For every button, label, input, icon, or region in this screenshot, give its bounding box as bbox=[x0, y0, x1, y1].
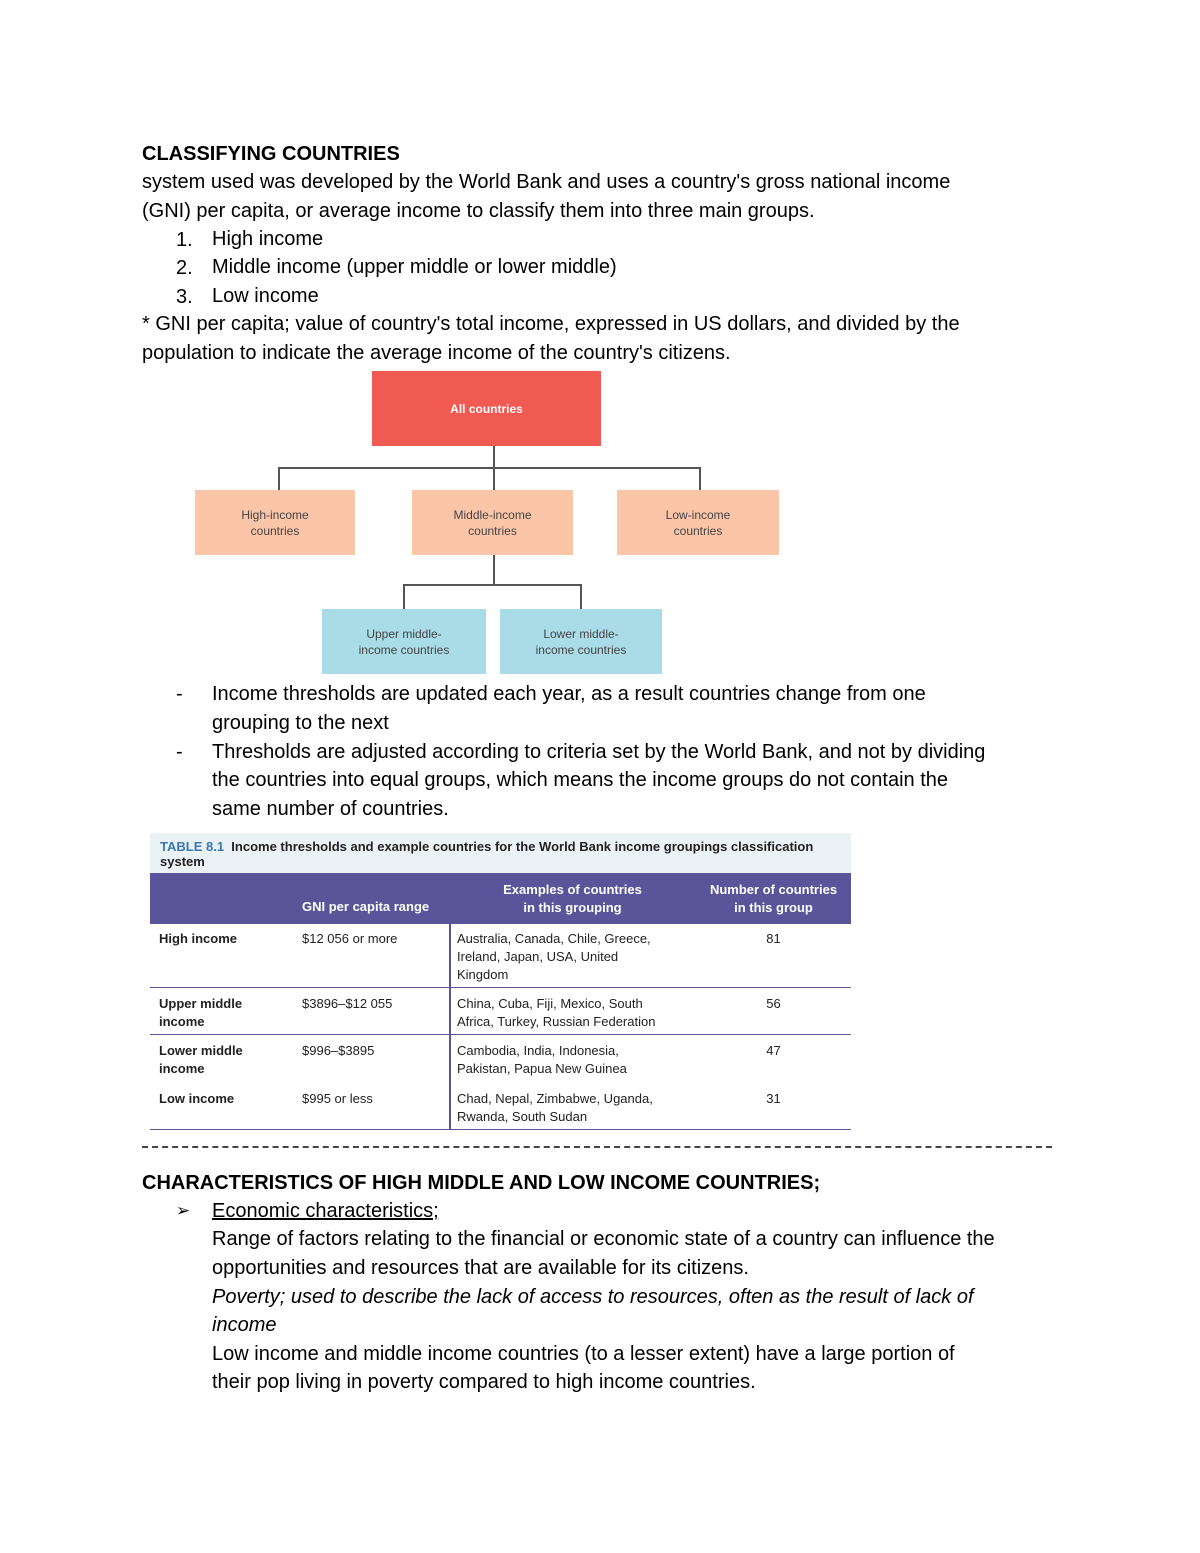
bullet-text: grouping to the next bbox=[212, 712, 389, 734]
paragraph-line: opportunities and resources that are available for its citizens. bbox=[212, 1257, 749, 1279]
cell-gni: $996–$3895 bbox=[302, 1043, 375, 1058]
paragraph-line: their pop living in poverty compared to high income countries. bbox=[212, 1371, 756, 1393]
cell-examples: China, Cuba, Fiji, Mexico, South bbox=[457, 996, 643, 1011]
cell-count: 47 bbox=[766, 1043, 781, 1058]
header-examples: Examples of countries bbox=[503, 882, 642, 897]
connector bbox=[580, 584, 582, 609]
table-row bbox=[150, 1035, 851, 1083]
all-countries-box: All countries bbox=[372, 371, 601, 446]
section-heading: CLASSIFYING COUNTRIES bbox=[142, 143, 400, 165]
header-number: Number of countries bbox=[709, 882, 838, 897]
note-line: population to indicate the average income of the country's citizens. bbox=[142, 342, 731, 364]
cell-gni: $3896–$12 055 bbox=[302, 996, 393, 1011]
low-income-box: Low-income countries bbox=[617, 490, 779, 555]
cell-examples: Africa, Turkey, Russian Federation bbox=[457, 1014, 656, 1029]
cell-group: Upper middle bbox=[159, 996, 243, 1011]
connector bbox=[699, 467, 701, 490]
note-line: * GNI per capita; value of country's total income, expressed in US dollars, and divided by the bbox=[142, 313, 960, 335]
column-divider bbox=[449, 988, 451, 1034]
table-tag: TABLE 8.1 bbox=[160, 839, 225, 854]
table-row bbox=[150, 924, 851, 988]
bullet-text: Income thresholds are updated each year, as a result countries change from one bbox=[212, 683, 926, 705]
cell-examples: Australia, Canada, Chile, Greece, bbox=[457, 931, 651, 946]
column-divider bbox=[449, 1035, 451, 1083]
table-row bbox=[150, 988, 851, 1035]
cell-group: High income bbox=[159, 931, 238, 946]
header-gni: GNI per capita range bbox=[302, 899, 430, 914]
bullet-text: Thresholds are adjusted according to criteria set by the World Bank, and not by dividing bbox=[212, 741, 986, 763]
cell-group: Low income bbox=[159, 1091, 235, 1106]
list-item: Middle income (upper middle or lower middle) bbox=[212, 256, 617, 278]
connector bbox=[278, 467, 280, 490]
cell-group: income bbox=[159, 1061, 205, 1076]
cell-examples: Cambodia, India, Indonesia, bbox=[457, 1043, 619, 1058]
upper-middle-income-box: Upper middle-income countries bbox=[322, 609, 486, 674]
lower-middle-income-box: Lower middle-income countries bbox=[500, 609, 662, 674]
definition-line: Poverty; used to describe the lack of access to resources, often as the result of lack of bbox=[212, 1286, 974, 1308]
subheading: Economic characteristics; bbox=[212, 1200, 439, 1222]
cell-gni: $12 056 or more bbox=[302, 931, 398, 946]
list-item: Low income bbox=[212, 285, 319, 307]
table-row bbox=[150, 1083, 851, 1130]
cell-count: 31 bbox=[766, 1091, 781, 1106]
bullet-marker: - bbox=[176, 683, 183, 705]
cell-examples: Kingdom bbox=[457, 967, 509, 982]
middle-income-box: Middle-income countries bbox=[412, 490, 573, 555]
table-header bbox=[150, 873, 851, 924]
list-number: 1. bbox=[176, 229, 193, 251]
intro-line: (GNI) per capita, or average income to classify them into three main groups. bbox=[142, 200, 815, 222]
header-number: in this group bbox=[734, 900, 813, 915]
header-examples: in this grouping bbox=[523, 900, 622, 915]
income-threshold-table bbox=[150, 833, 851, 1130]
paragraph-line: Low income and middle income countries (to a lesser extent) have a large portion of bbox=[212, 1343, 955, 1365]
cell-examples: Rwanda, South Sudan bbox=[457, 1109, 588, 1124]
table-title bbox=[150, 833, 851, 873]
cell-examples: Ireland, Japan, USA, United bbox=[457, 949, 619, 964]
cell-group: income bbox=[159, 1014, 205, 1029]
cell-group: Lower middle bbox=[159, 1043, 243, 1058]
bullet-text: same number of countries. bbox=[212, 798, 449, 820]
connector bbox=[403, 584, 405, 609]
list-number: 2. bbox=[176, 257, 193, 279]
cell-gni: $995 or less bbox=[302, 1091, 373, 1106]
paragraph-line: Range of factors relating to the financial or economic state of a country can influence the bbox=[212, 1228, 995, 1250]
bullet-marker: - bbox=[176, 741, 183, 763]
connector bbox=[403, 584, 581, 586]
table-caption: Income thresholds and example countries for the World Bank income groupings classification bbox=[231, 839, 814, 854]
column-divider bbox=[449, 924, 451, 987]
cell-count: 81 bbox=[766, 931, 781, 946]
connector bbox=[493, 555, 495, 584]
definition-line: income bbox=[212, 1314, 277, 1336]
arrow-bullet-icon: ➢ bbox=[176, 1201, 191, 1220]
column-divider bbox=[449, 1083, 451, 1129]
high-income-box: High-income countries bbox=[195, 490, 355, 555]
list-item: High income bbox=[212, 228, 324, 250]
connector bbox=[278, 467, 700, 469]
list-number: 3. bbox=[176, 286, 193, 308]
table-caption: system bbox=[160, 854, 205, 869]
cell-examples: Pakistan, Papua New Guinea bbox=[457, 1061, 627, 1076]
intro-line: system used was developed by the World Bank and uses a country's gross national income bbox=[142, 171, 951, 193]
section-divider bbox=[142, 1146, 1052, 1148]
cell-count: 56 bbox=[766, 996, 781, 1011]
cell-examples: Chad, Nepal, Zimbabwe, Uganda, bbox=[457, 1091, 653, 1106]
section-heading: CHARACTERISTICS OF HIGH MIDDLE AND LOW INCOME COUNTRIES; bbox=[142, 1172, 821, 1194]
bullet-text: the countries into equal groups, which means the income groups do not contain the bbox=[212, 769, 949, 791]
